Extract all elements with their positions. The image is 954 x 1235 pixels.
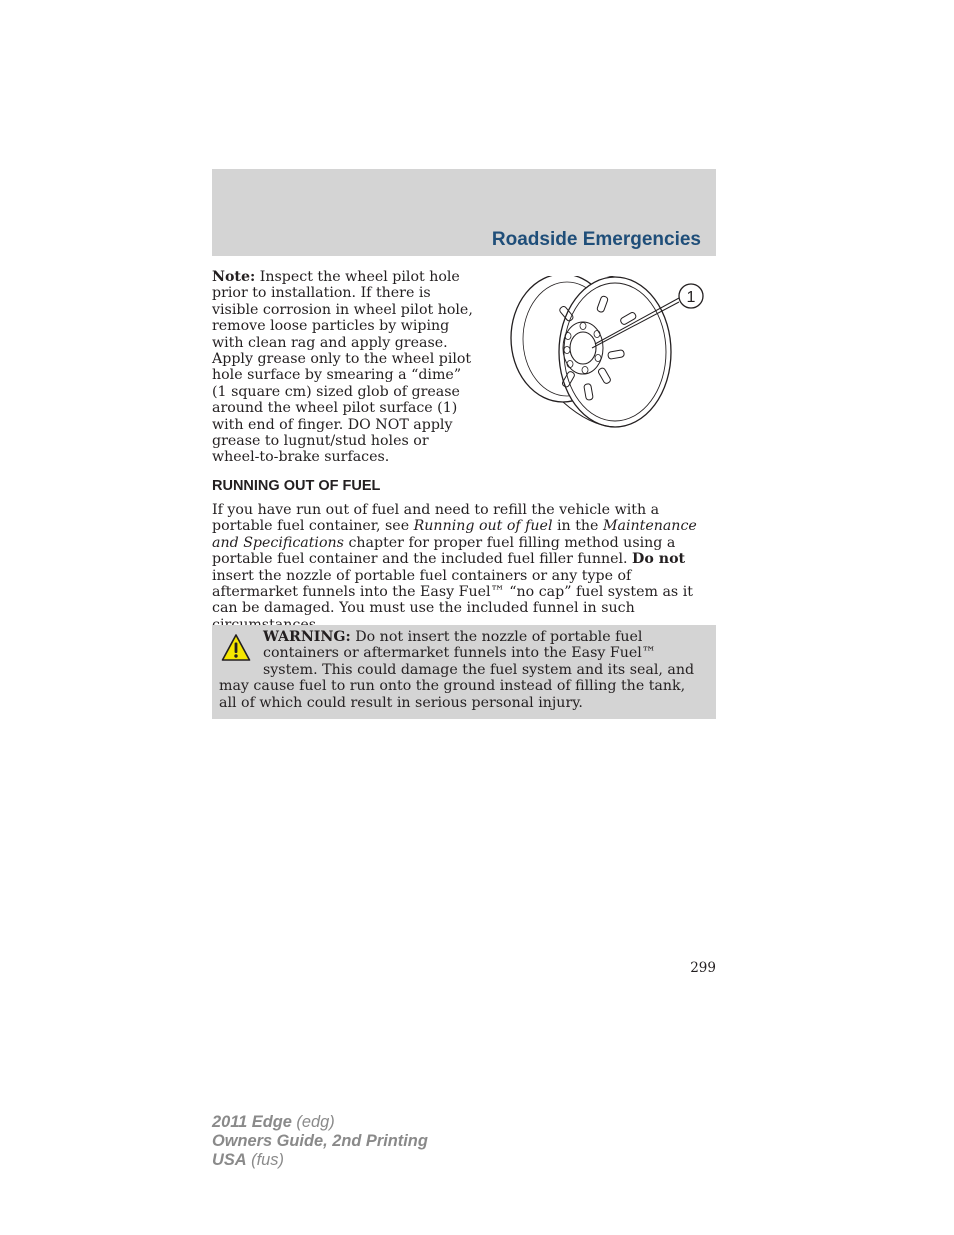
wheel-illustration <box>505 276 717 432</box>
running-out-of-fuel-heading: RUNNING OUT OF FUEL <box>212 478 381 494</box>
note-label: Note: <box>212 269 256 285</box>
warning-box <box>212 625 716 719</box>
footer-guide-line <box>212 1132 428 1151</box>
running-out-of-fuel-reference: Running out of fuel <box>413 518 553 535</box>
fuel-text-part: insert the nozzle of portable fuel containers or any type of aftermarket funnels into the Easy Fuel™ “no cap” fuel system as it can be damaged. You must use the included funnel in such <box>212 567 693 617</box>
do-not-emphasis: Do not <box>632 551 686 568</box>
running-out-of-fuel-paragraph <box>212 502 716 633</box>
footer-model: 2011 Edge <box>212 1113 292 1131</box>
page-number: 299 <box>690 960 716 976</box>
warning-label: WARNING: <box>263 629 351 645</box>
footer-model-code: (edg) <box>291 1113 335 1131</box>
fuel-text-part: If you have run out of fuel and need to refill the vehicle with a portable fuel container, see <box>212 502 660 535</box>
warning-text: Do not insert the nozzle of portable fuel containers or aftermarket funnels into the Easy Fuel™ system. This could damage the fuel system and its seal, and may cause fuel to run onto the ground instead of filling the tank, all of which could result in serious personal injury. <box>219 629 695 711</box>
fuel-text-part: in the <box>552 518 603 535</box>
maintenance-chapter-reference: Maintenance and Specifications <box>212 518 697 551</box>
footer-model-line <box>212 1113 428 1132</box>
wheel-front-rim <box>559 277 671 427</box>
fuel-text-part: chapter for proper fuel filling method using a portable fuel container and the included fuel filler funnel. <box>212 534 676 568</box>
note-paragraph <box>212 269 474 466</box>
document-footer <box>212 1113 428 1170</box>
footer-guide: Owners Guide, 2nd Printing <box>212 1132 428 1150</box>
warning-triangle-icon <box>221 633 251 663</box>
wheel-pilot-hole-illustration <box>505 276 717 432</box>
footer-region-code: (fus) <box>246 1151 284 1169</box>
section-header-band <box>212 169 716 256</box>
note-text: Inspect the wheel pilot hole prior to installation. If there is visible corrosion in wheel pilot hole, remove loose particles by wiping with clean rag and apply grease. Apply grease only to the wheel pilot hole surface by smearing a “dime” (1 square cm) sized glob of grease around the wheel pilot surface (1) with end of finger. DO NOT apply grease to lugnut/stud holes or wheel-to-brake surfaces. <box>212 269 473 466</box>
callout-label: 1 <box>686 289 696 306</box>
section-title: Roadside Emergencies <box>491 229 701 250</box>
footer-region: USA <box>212 1151 247 1169</box>
footer-region-line <box>212 1151 428 1170</box>
